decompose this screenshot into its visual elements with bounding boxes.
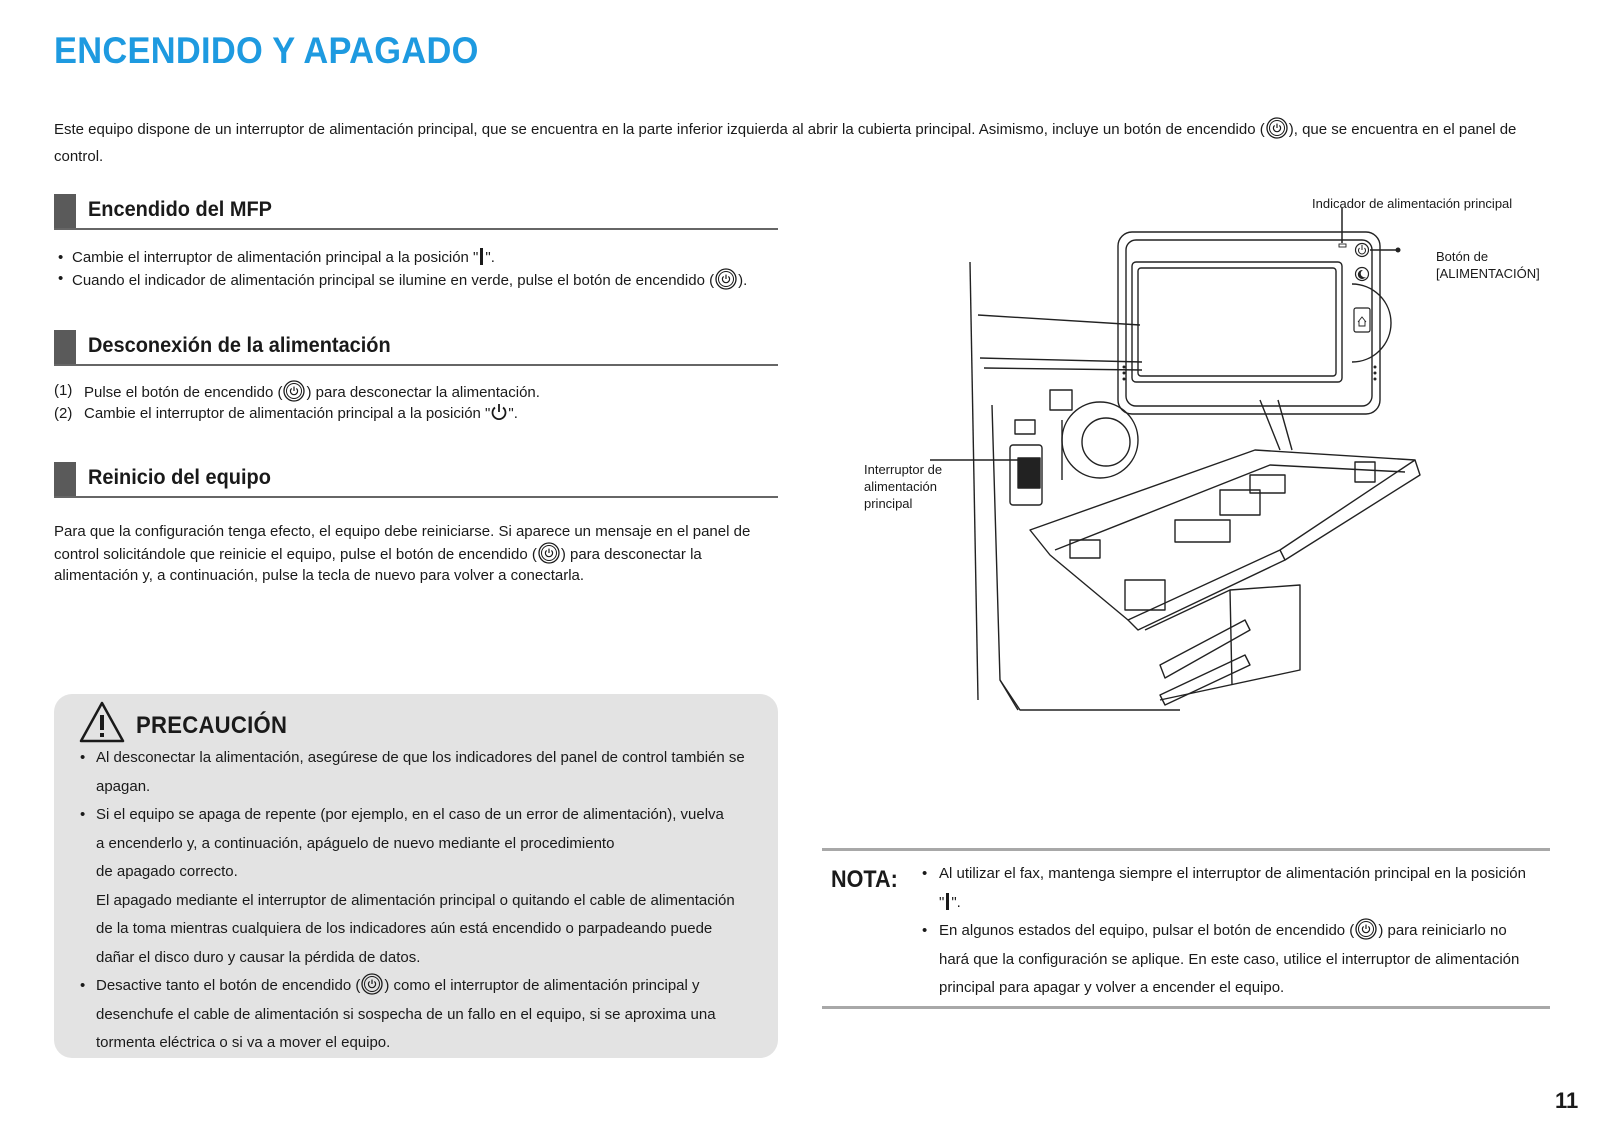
section-marker xyxy=(54,194,76,228)
callout-main-switch: Interruptor de alimentación principal xyxy=(864,462,943,511)
section-title: Desconexión de la alimentación xyxy=(88,334,391,357)
nota-divider-bottom xyxy=(822,1006,1550,1009)
section-heading-restart xyxy=(54,462,778,498)
intro-text-1: Este equipo dispone de un interruptor de alimentación principal, que se encuentra en la parte inferior izquierda al abrir la cubierta principal. Asimismo, incluye un botón de encendido ( xyxy=(54,121,1265,138)
list-item: (1) Pulse el botón de encendido ( ) para desconectar la alimentación. xyxy=(54,382,540,401)
section-title: Encendido del MFP xyxy=(88,198,273,221)
section-heading-power-off xyxy=(54,330,778,366)
on-position-icon xyxy=(480,248,483,265)
nota-divider-top xyxy=(822,848,1550,851)
callout-main-indicator: Indicador de alimentación principal xyxy=(1312,196,1513,211)
page-title: ENCENDIDO Y APAGADO xyxy=(54,30,479,71)
list-item: • Al utilizar el fax, mantenga siempre el interruptor de alimentación principal en la posición " ". xyxy=(922,860,1532,917)
caution-list xyxy=(80,744,750,1058)
nota-list xyxy=(922,860,1532,1003)
touch-screen xyxy=(1132,262,1342,382)
intro-paragraph xyxy=(54,116,1544,170)
machine-left-edge xyxy=(970,262,978,700)
power-button-icon xyxy=(361,973,383,995)
panel-home-button xyxy=(1354,308,1370,332)
on-position-icon xyxy=(946,893,949,910)
power-on-list xyxy=(58,247,788,291)
caution-title: PRECAUCIÓN xyxy=(136,712,288,739)
caution-box xyxy=(54,694,778,1058)
restart-paragraph: Para que la configuración tenga efecto, el equipo debe reiniciarse. Si aparece un mensaje en el panel de control solicitándole que reinicie el equipo, pulse el botón de encendido ( ) para desconectar la alimentación y, a continuación, pulse la tecla de nuevo para volver a conectarla. xyxy=(54,523,751,584)
list-item: • En algunos estados del equipo, pulsar el botón de encendido ( ) para reiniciarlo no hará que la configuración se aplique. En este caso, utilice el interruptor de alimentación principal para apagar y volver a encender el equipo. xyxy=(922,917,1532,1003)
standby-icon xyxy=(490,403,508,421)
section-title: Reinicio del equipo xyxy=(88,466,271,489)
control-panel-frame xyxy=(1118,232,1380,414)
intro-text-2: ), que se encuentra en el panel de control. xyxy=(54,121,1517,165)
list-item: • Desactive tanto el botón de encendido ( ) como el interruptor de alimentación principal y desenchufe el cable de alimentación si sospecha de un fallo en el equipo, si se aproxima una tormenta eléctrica o si va a mover el equipo. xyxy=(80,972,750,1058)
warning-icon xyxy=(78,700,126,744)
list-item: • Cambie el interruptor de alimentación principal a la posición " ". xyxy=(58,247,788,268)
list-item: • Si el equipo se apaga de repente (por ejemplo, en el caso de un error de alimentación), vuelva a encenderlo y, a continuación, apáguelo de nuevo mediante el procedimiento de apagado correcto. El apagado mediante el interruptor de alimentación principal o quitando el cable de alimentación de la toma mientras cualquiera de los indicadores aún está encendido o parpadeando puede dañar el disco duro y causar la pérdida de datos. xyxy=(80,801,750,972)
power-button-icon xyxy=(1266,117,1288,139)
list-item: (2) Cambie el interruptor de alimentación principal a la posición " ". xyxy=(54,405,518,422)
page-number: 11 xyxy=(1555,1088,1579,1113)
callout-power-button: Botón de [ALIMENTACIÓN] xyxy=(1436,249,1540,281)
power-button-icon xyxy=(538,542,560,564)
main-power-indicator xyxy=(1339,244,1346,247)
section-marker xyxy=(54,462,76,496)
list-item: • Al desconectar la alimentación, asegúrese de que los indicadores del panel de control también se apagan. xyxy=(80,744,750,801)
nota-label: NOTA: xyxy=(831,866,898,893)
power-off-steps xyxy=(54,380,784,424)
section-marker xyxy=(54,330,76,364)
section-heading-power-on xyxy=(54,194,778,230)
power-button-icon xyxy=(715,268,737,290)
main-switch-graphic xyxy=(1018,458,1040,488)
power-button-icon xyxy=(283,380,305,402)
list-item: • Cuando el indicador de alimentación principal se ilumine en verde, pulse el botón de encendido ( ). xyxy=(58,268,788,291)
power-button-icon xyxy=(1355,918,1377,940)
